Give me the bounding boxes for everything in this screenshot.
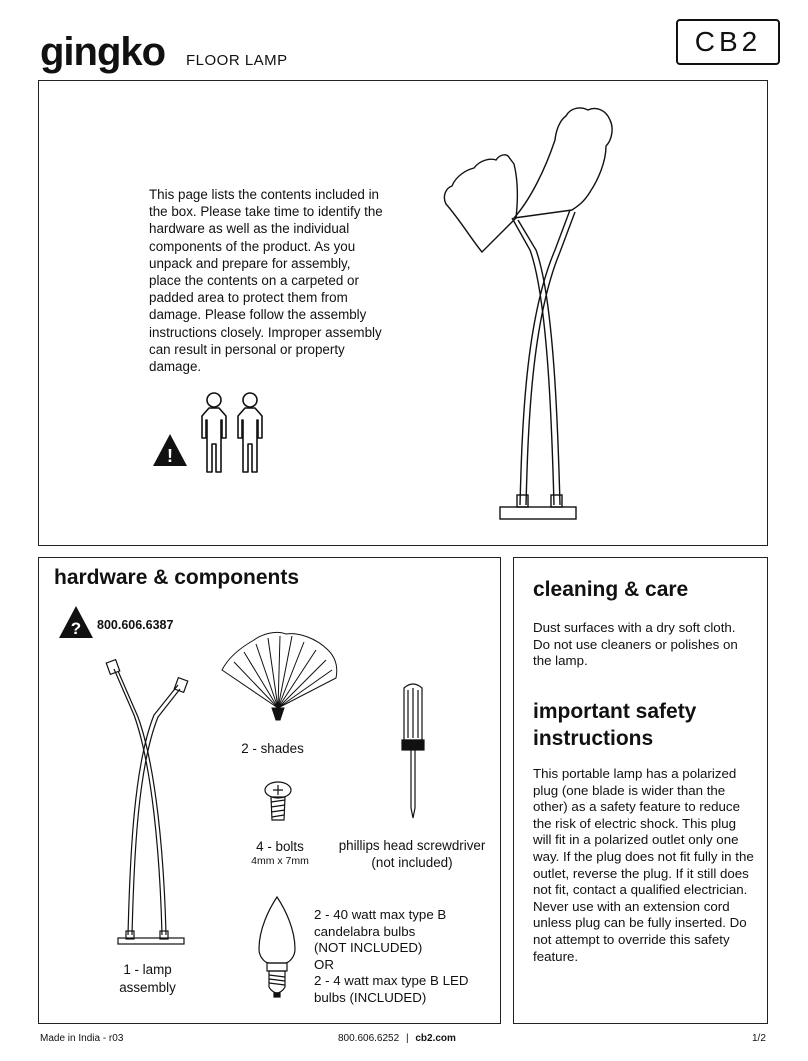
hardware-title: hardware & components bbox=[54, 566, 300, 589]
footer-website[interactable]: cb2.com bbox=[415, 1033, 456, 1044]
footer-separator: | bbox=[405, 1033, 409, 1044]
footer-phone: 800.606.6252 bbox=[338, 1033, 400, 1044]
bulbs-label-line1: 2 - 40 watt max type B bbox=[314, 907, 447, 922]
bulbs-label-line5: 2 - 4 watt max type B LED bbox=[314, 973, 469, 988]
bulb-icon bbox=[255, 895, 300, 1000]
screwdriver-label-line1: phillips head screwdriver bbox=[338, 838, 486, 853]
lamp-label-line1: 1 - lamp bbox=[123, 962, 172, 977]
product-title: gingko bbox=[40, 30, 166, 74]
screwdriver-icon bbox=[398, 682, 428, 822]
safety-text: This portable lamp has a polarized plug (one blade is wider than the other) as a safety feature to reduce the risk of electric shock. This plug will fit in a polarized outlet only one way. If the plug does not fit fully in the outlet, reverse the plug. If it still does not fit, contact a qualified electrician. Never use with an extension cord unless plug can be fully inserted. Do not attempt to override this safety feature. bbox=[533, 766, 754, 964]
brand-logo: CB2 bbox=[676, 19, 780, 65]
two-person-lift-icon bbox=[196, 390, 276, 474]
shades-label: 2 - shades bbox=[241, 741, 304, 756]
footer-made-in: Made in India - r03 bbox=[40, 1033, 124, 1044]
help-phone-number: 800.606.6387 bbox=[97, 618, 174, 632]
bolts-size-label: 4mm x 7mm bbox=[251, 855, 309, 867]
lamp-label-line2: assembly bbox=[119, 980, 176, 995]
bulbs-label-line6: bulbs (INCLUDED) bbox=[314, 990, 427, 1005]
bulbs-label-line4: OR bbox=[314, 957, 334, 972]
care-text: Dust surfaces with a dry soft cloth. Do not use cleaners or polishes on the lamp. bbox=[533, 620, 738, 669]
care-title: cleaning & care bbox=[533, 578, 689, 601]
intro-text: This page lists the contents included in the box. Please take time to identify the hardware as well as the individual components of the product. As you unpack and prepare for assembly, place the contents on a carpeted or padded area to protect them from damage. Please follow the assembly instructions closely. Improper assembly can result in personal or property damage. bbox=[149, 187, 383, 375]
bulbs-label-line2: candelabra bulbs bbox=[314, 924, 416, 939]
footer-contact bbox=[338, 1033, 456, 1044]
warning-icon bbox=[152, 432, 188, 468]
leaf-right-shade bbox=[514, 108, 612, 218]
screwdriver-label-line2: (not included) bbox=[371, 855, 453, 870]
bulbs-label-line3: (NOT INCLUDED) bbox=[314, 940, 423, 955]
bolt-icon bbox=[260, 780, 296, 828]
shade-icon bbox=[220, 630, 340, 725]
product-subtitle: FLOOR LAMP bbox=[186, 52, 288, 69]
footer-page-number: 1/2 bbox=[752, 1033, 766, 1044]
floor-lamp-illustration bbox=[430, 100, 620, 525]
lamp-assembly-icon bbox=[100, 655, 195, 945]
help-symbol: ? bbox=[70, 619, 82, 638]
bolts-label: 4 - bolts bbox=[256, 839, 304, 854]
leaf-left-shade bbox=[444, 155, 517, 252]
safety-title: important safety instructions bbox=[533, 700, 697, 750]
intro-panel bbox=[38, 80, 768, 546]
help-icon bbox=[58, 605, 94, 639]
warning-symbol: ! bbox=[167, 446, 173, 466]
